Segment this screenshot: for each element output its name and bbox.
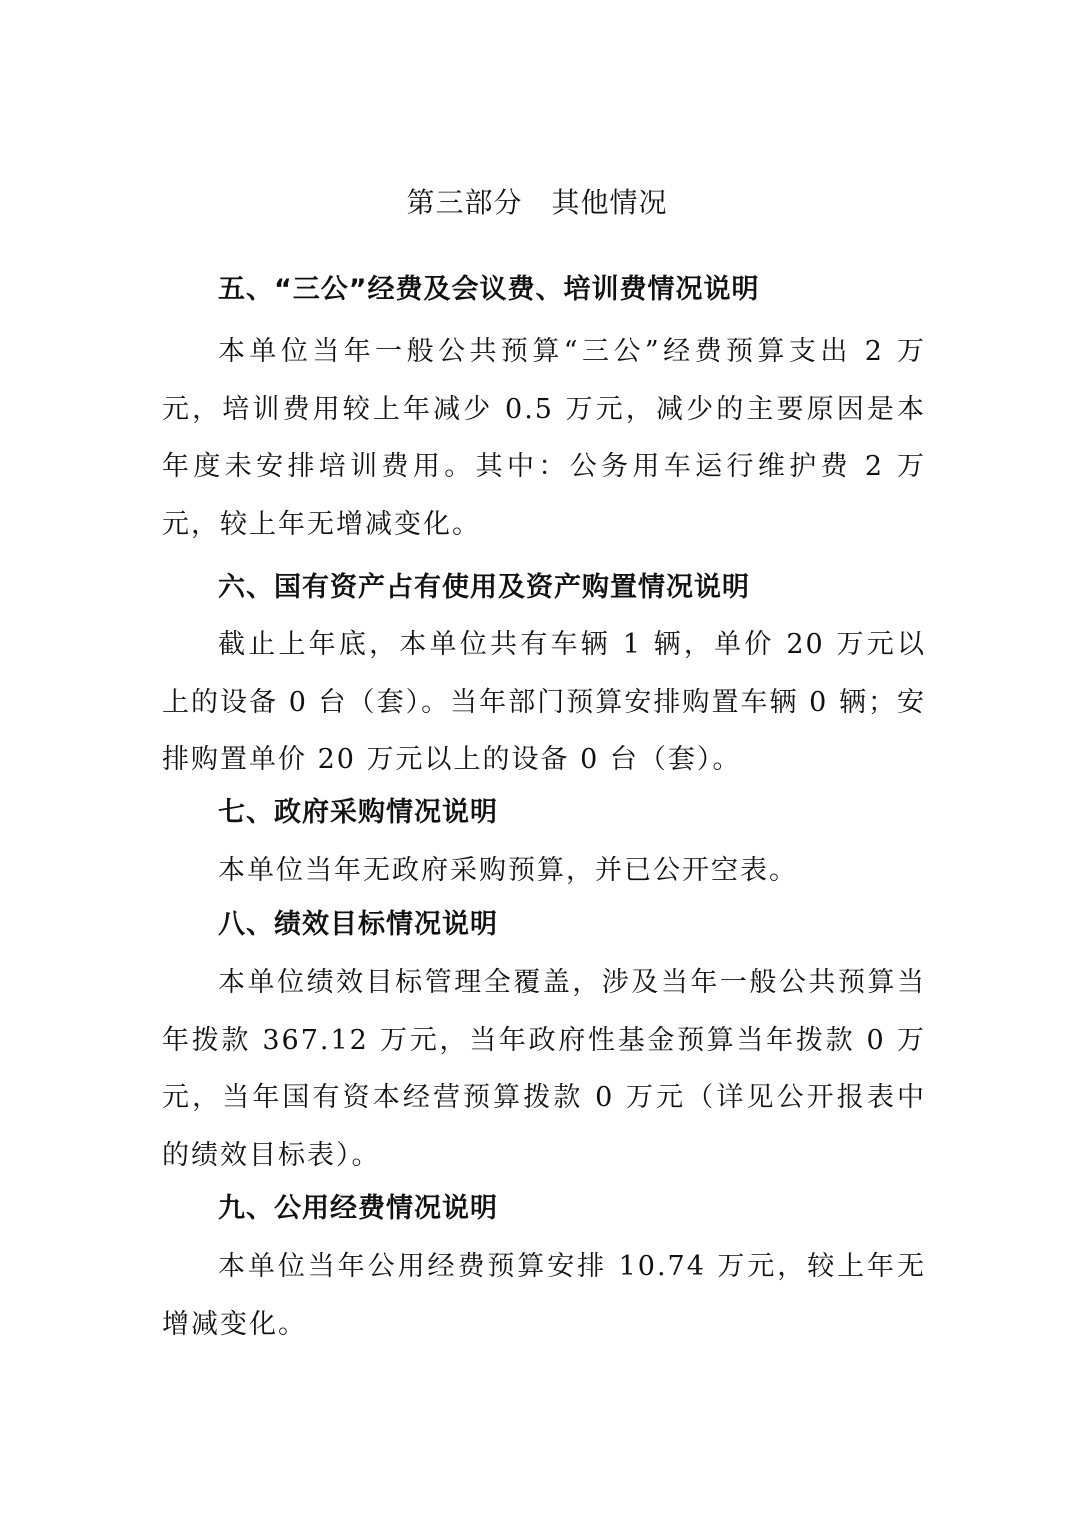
section-heading-sangong: 五、“三公”经费及会议费、培训费情况说明 — [218, 274, 760, 305]
section-body-performance: 本单位绩效目标管理全覆盖，涉及当年一般公共预算当年拨款 367.12 万元，当年政府性基金预算当年拨款 0 万元，当年国有资本经营预算拨款 0 万元（详见公开报表中的绩效目标表）。 — [162, 967, 926, 1171]
section-body-public-funds: 本单位当年公用经费预算安排 10.74 万元，较上年无增减变化。 — [162, 1251, 926, 1340]
page-title: 第三部分 其他情况 — [406, 186, 668, 219]
section-body-state-assets: 截止上年底，本单位共有车辆 1 辆，单价 20 万元以上的设备 0 台（套）。当年部门预算安排购置车辆 0 辆；安排购置单价 20 万元以上的设备 0 台（套）。 — [162, 629, 926, 775]
section-heading-public-funds: 九、公用经费情况说明 — [218, 1193, 498, 1224]
section-heading-performance: 八、绩效目标情况说明 — [218, 909, 498, 940]
section-body-procurement: 本单位当年无政府采购预算，并已公开空表。 — [218, 855, 798, 886]
section-body-sangong: 本单位当年一般公共预算“三公”经费预算支出 2 万元，培训费用较上年减少 0.5 万元，减少的主要原因是本年度未安排培训费用。其中：公务用车运行维护费 2 万元，较上年无增减变化。 — [162, 336, 926, 540]
section-heading-state-assets: 六、国有资产占有使用及资产购置情况说明 — [218, 572, 750, 603]
section-heading-procurement: 七、政府采购情况说明 — [218, 797, 498, 828]
